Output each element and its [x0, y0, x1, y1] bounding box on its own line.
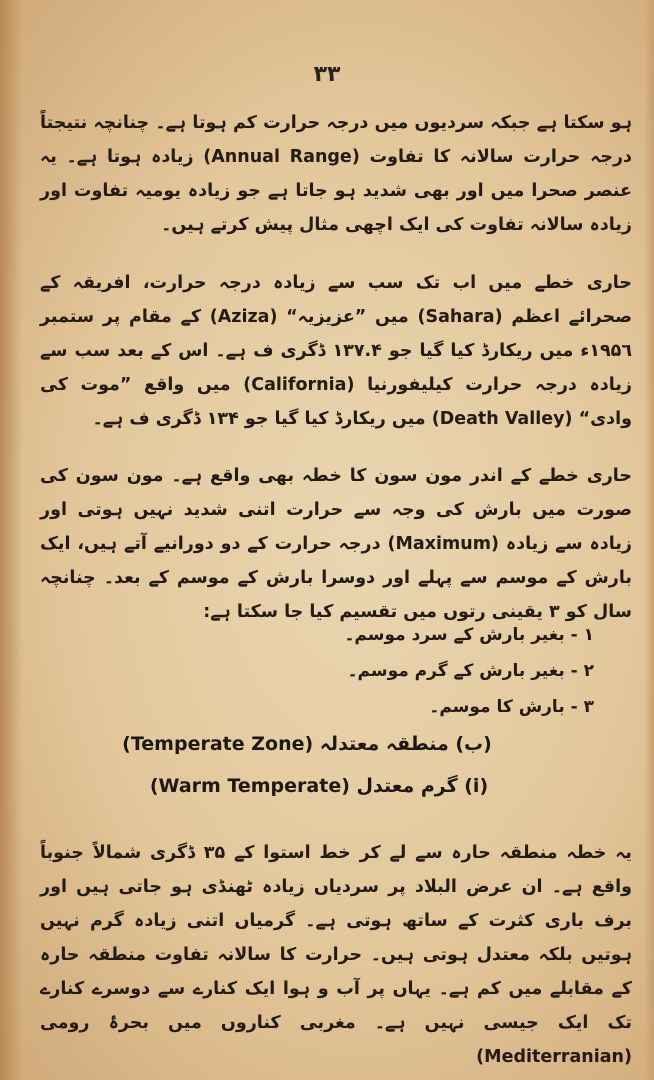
paragraph-annual-range: ہو سکتا ہے جبکہ سردیوں میں درجہ حرارت کم ہوتا ہے۔ چنانچہ نتیجتاً درجہ حرارت سالانہ کا تفاوت (Annual Range) زیادہ ہوتا ہے۔ یہ عنصر صحرا میں اور بھی شدید ہو جاتا ہے جو زیادہ یومیہ تفاوت اور زیادہ سالانہ تفاوت کی ایک اچھی مثال پیش کرتے ہیں۔ [40, 112, 632, 235]
season-list-item: ۳ - بارش کا موسم۔ [429, 697, 594, 717]
season-list-item: ۲ - بغیر بارش کے گرم موسم۔ [347, 661, 594, 681]
page-edge-shadow-left [0, 0, 22, 1080]
paragraph-warm-temperate: یہ خطہ منطقہ حارہ سے لے کر خط استوا کے ۳۵ ڈگری شمالاً جنوباً واقع ہے۔ ان عرض البلاد پر سردیاں زیادہ ٹھنڈی ہو جاتی ہیں اور برف باری کثرت کے ساتھ ہوتی ہے۔ گرمیاں اتنی زیادہ گرم نہیں ہوتیں بلکہ معتدل ہوتی ہیں۔ حرارت کا سالانہ تفاوت منطقہ حارہ کے مقابلے میں کم ہے۔ یہاں پر آب و ہوا ایک کنارے سے دوسرے کنارے تک ایک جیسی نہیں ہے۔ مغربی کناروں میں بحرۂ رومی (Mediterranian) [40, 842, 632, 1067]
section-heading-temperate-zone: (ب) منطقہ معتدلہ (Temperate Zone) [122, 733, 492, 755]
season-list-item: ۱ - بغیر بارش کے سرد موسم۔ [344, 625, 594, 645]
page-number: ۳۳ [313, 62, 341, 87]
page-edge-shadow-right [644, 0, 654, 1080]
paragraph-highest-temperature: حاری خطے میں اب تک سب سے زیادہ درجہ حرارت، افریقہ کے صحرائے اعظم (Sahara) میں ”عزیزیہ“ (Aziza) کے مقام پر ستمبر ۱۹۵٦ء میں ریکارڈ کیا گیا جو ۱۳۷.۴ ڈگری ف ہے۔ اس کے بعد سب سے زیادہ درجہ حرارت کیلیفورنیا (California) میں واقع ”موت کی وادی“ (Death Valley) میں ریکارڈ کیا گیا جو ۱۳۴ ڈگری ف ہے۔ [40, 272, 633, 429]
subsection-heading-warm-temperate: (i) گرم معتدل (Warm Temperate) [149, 775, 489, 797]
paragraph-monsoon: حاری خطے کے اندر مون سون کا خطہ بھی واقع ہے۔ مون سون کی صورت میں بارش کی وجہ سے حرارت اتنی شدید نہیں ہوتی اور زیادہ سے زیادہ (Maximum) درجہ حرارت کے دو دورانیے آتے ہیں، ایک بارش کے موسم سے پہلے اور دوسرا بارش کے موسم کے بعد۔ چنانچہ سال کو ۳ یقینی رتوں میں تقسیم کیا جا سکتا ہے: [40, 465, 632, 622]
